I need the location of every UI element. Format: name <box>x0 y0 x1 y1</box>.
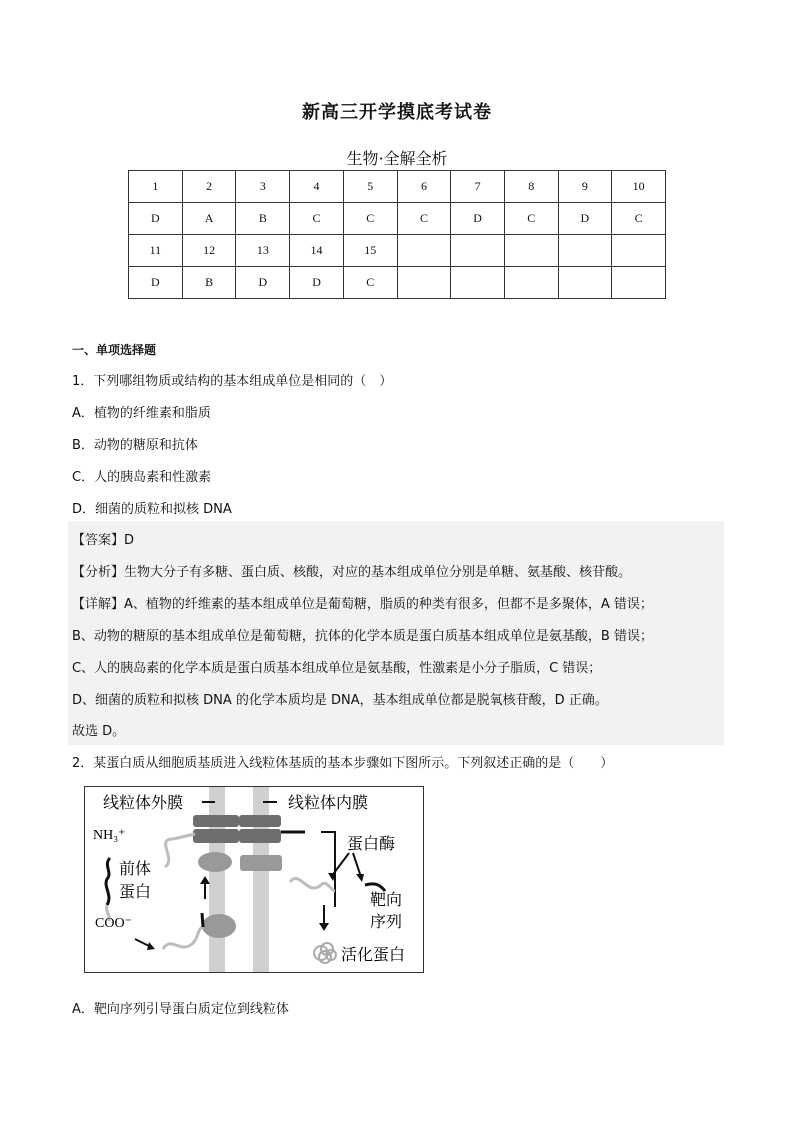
table-row <box>129 203 666 235</box>
table-cell <box>558 267 612 299</box>
table-cell: C <box>397 203 451 235</box>
protease-path-line <box>321 832 335 907</box>
table-cell: 13 <box>236 235 290 267</box>
detail-line: 故选 D。 <box>72 724 126 739</box>
inner-translocase-bottom <box>239 829 281 843</box>
table-cell: 9 <box>558 171 612 203</box>
table-cell: 5 <box>343 171 397 203</box>
table-cell: D <box>129 203 183 235</box>
table-row <box>129 171 666 203</box>
section-heading: 一、单项选择题 <box>72 343 157 357</box>
table-cell: D <box>290 267 344 299</box>
question-1-stem: 1．下列哪组物质或结构的基本组成单位是相同的（ ） <box>72 374 393 389</box>
table-cell: 12 <box>182 235 236 267</box>
label-precursor-1: 前体 <box>119 859 152 878</box>
question-1-option-b: B．动物的糖原和抗体 <box>72 438 198 453</box>
outer-translocase-bottom <box>193 829 239 843</box>
question-1-option-c: C．人的胰岛素和性激素 <box>72 470 212 485</box>
table-cell: A <box>182 203 236 235</box>
analysis-line: 【分析】生物大分子有多糖、蛋白质、核酸，对应的基本组成单位分别是单糖、氨基酸、核苷酸。 <box>72 565 632 580</box>
figure-svg <box>85 787 423 972</box>
entry-arrow-head <box>147 942 155 950</box>
label-precursor-2: 蛋白 <box>119 882 152 901</box>
cleaved-protein-chain <box>290 878 335 891</box>
table-cell: 4 <box>290 171 344 203</box>
exam-subtitle: 生物·全解全析 <box>346 149 448 168</box>
table-cell <box>504 235 558 267</box>
table-cell: 11 <box>129 235 183 267</box>
precursor-chain-bottom <box>163 927 203 949</box>
table-cell: D <box>558 203 612 235</box>
table-cell: D <box>236 267 290 299</box>
table-cell: 8 <box>504 171 558 203</box>
label-target-2: 序列 <box>370 912 403 931</box>
answer-table <box>128 170 666 299</box>
table-cell <box>504 267 558 299</box>
exam-title: 新高三开学摸底考试卷 <box>302 102 492 123</box>
table-cell <box>612 267 666 299</box>
table-cell <box>558 235 612 267</box>
inner-complex-lower <box>240 855 282 871</box>
label-active-protein: 活化蛋白 <box>341 945 406 964</box>
inner-translocase-top <box>239 815 281 827</box>
table-cell: 2 <box>182 171 236 203</box>
answer-explanation-box <box>68 521 724 745</box>
upward-arrow-head <box>200 876 210 884</box>
active-protein-coil <box>314 943 336 963</box>
receptor-oval-lower <box>202 914 236 938</box>
receptor-oval-upper <box>198 852 232 872</box>
table-cell <box>451 267 505 299</box>
detail-line: 【详解】A、植物的纤维素的基本组成单位是葡萄糖，脂质的种类有很多，但都不是多聚体，A 错误； <box>72 597 653 612</box>
table-cell: 6 <box>397 171 451 203</box>
question-1-option-d: D．细菌的质粒和拟核 DNA <box>72 502 232 517</box>
precursor-signal-segment <box>106 858 110 905</box>
detail-line: D、细菌的质粒和拟核 DNA 的化学本质均是 DNA，基本组成单位都是脱氧核苷酸，D 正确。 <box>72 693 608 708</box>
table-cell: 10 <box>612 171 666 203</box>
question-1-option-a: A．植物的纤维素和脂质 <box>72 406 211 421</box>
table-cell: B <box>236 203 290 235</box>
table-cell: D <box>451 203 505 235</box>
table-cell: 15 <box>343 235 397 267</box>
table-cell: B <box>182 267 236 299</box>
label-coo: COO⁻ <box>95 916 132 931</box>
table-cell: 3 <box>236 171 290 203</box>
table-cell: 1 <box>129 171 183 203</box>
table-cell: D <box>129 267 183 299</box>
table-cell <box>397 267 451 299</box>
table-row <box>129 235 666 267</box>
detail-line: C、人的胰岛素的化学本质是蛋白质基本组成单位是氨基酸，性激素是小分子脂质，C 错误； <box>72 661 602 676</box>
protease-arrow-right <box>353 853 361 877</box>
label-protease: 蛋白酶 <box>347 834 396 853</box>
question-2-option-a: A．靶向序列引导蛋白质定位到线粒体 <box>72 1002 289 1017</box>
targeting-sequence-bottom <box>202 913 203 927</box>
table-cell: C <box>343 267 397 299</box>
label-nh3: NH₃⁺ <box>93 828 126 843</box>
detail-line: B、动物的糖原的基本组成单位是葡萄糖，抗体的化学本质是蛋白质基本组成单位是氨基酸，B 错误； <box>72 629 653 644</box>
label-inner-membrane: 线粒体内膜 <box>288 793 369 812</box>
table-cell: 14 <box>290 235 344 267</box>
table-cell: C <box>343 203 397 235</box>
table-cell: C <box>612 203 666 235</box>
label-target-1: 靶向 <box>370 890 403 909</box>
answer-line: 【答案】D <box>72 533 135 548</box>
precursor-chain-top <box>165 839 173 867</box>
table-cell: C <box>504 203 558 235</box>
label-outer-membrane: 线粒体外膜 <box>103 793 184 812</box>
table-row <box>129 267 666 299</box>
table-cell: C <box>290 203 344 235</box>
table-cell <box>397 235 451 267</box>
inner-membrane-shape <box>253 787 269 972</box>
table-cell: 7 <box>451 171 505 203</box>
activation-arrow-head <box>319 923 329 931</box>
mitochondria-protein-import-figure <box>84 786 424 973</box>
table-cell <box>451 235 505 267</box>
protease-arrow-right-head <box>356 874 364 882</box>
outer-translocase-top <box>193 815 239 827</box>
outer-membrane-shape <box>209 787 225 972</box>
question-2-stem: 2．某蛋白质从细胞质基质进入线粒体基质的基本步骤如下图所示。下列叙述正确的是（ ） <box>72 756 614 771</box>
table-cell <box>612 235 666 267</box>
precursor-chain-link <box>173 834 195 839</box>
